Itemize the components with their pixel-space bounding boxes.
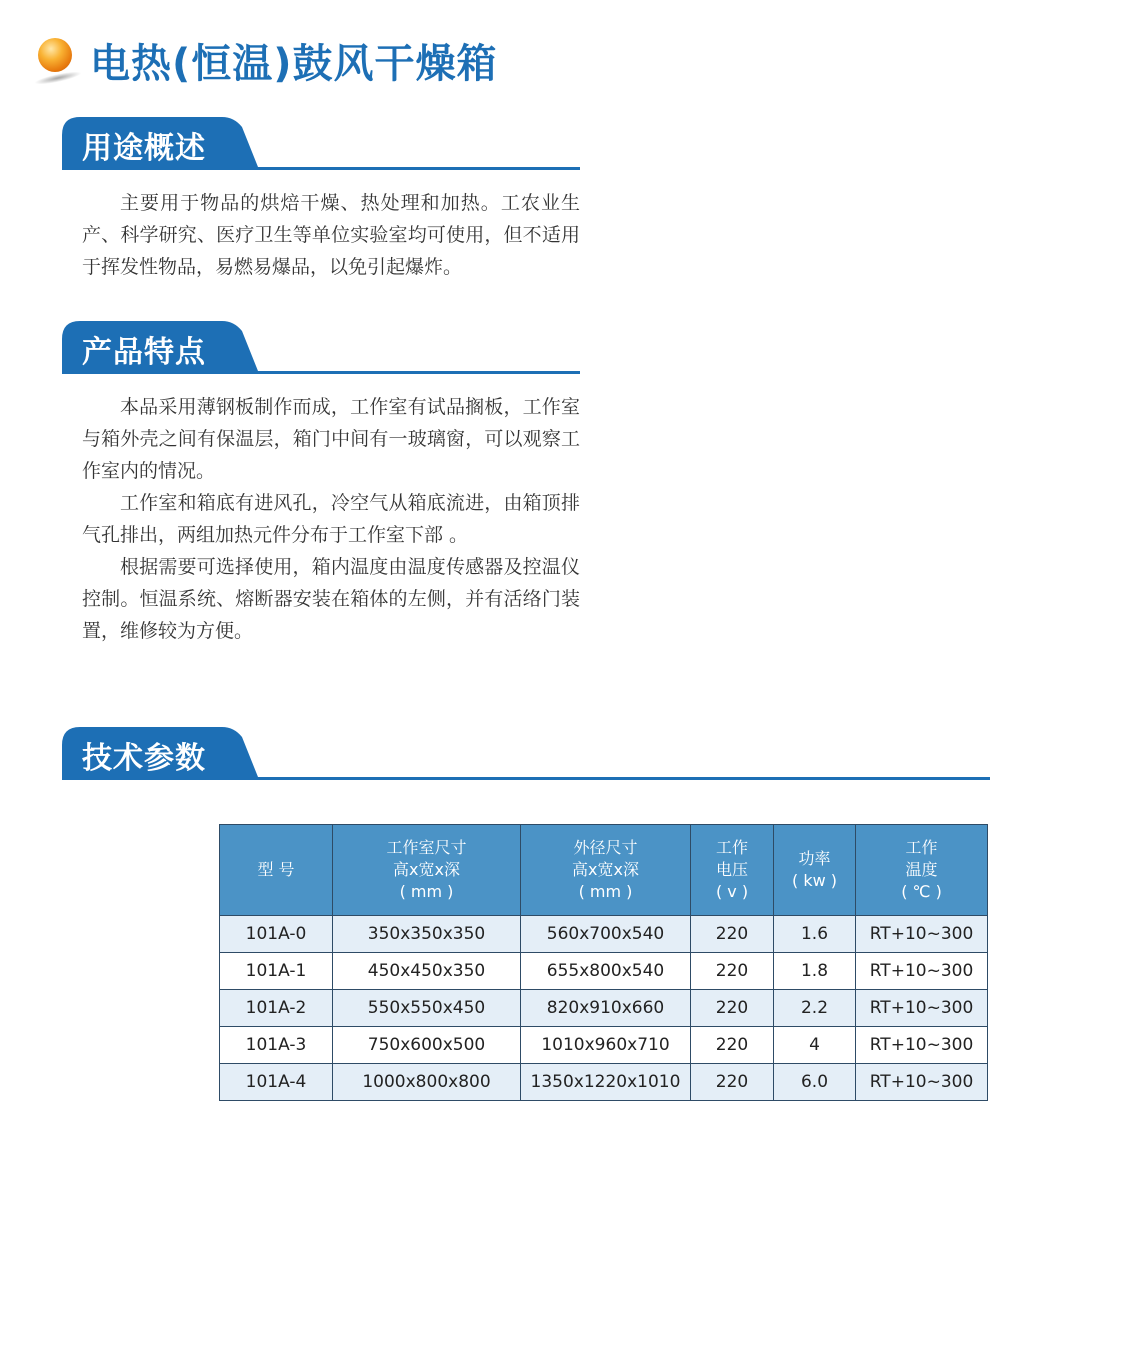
cell-temperature: RT+10~300 (856, 1027, 988, 1064)
cell-chamber-size: 1000x800x800 (333, 1064, 521, 1101)
section-header-specs (62, 727, 992, 783)
cell-voltage: 220 (691, 1064, 774, 1101)
header-power: 功率 ( kw ) (774, 825, 856, 916)
header-voltage: 工作 电压 ( v ) (691, 825, 774, 916)
cell-temperature: RT+10~300 (856, 916, 988, 953)
orb-shadow (34, 69, 83, 87)
orange-orb-icon (38, 38, 72, 72)
cell-temperature: RT+10~300 (856, 953, 988, 990)
cell-chamber-size: 550x550x450 (333, 990, 521, 1027)
cell-power: 6.0 (774, 1064, 856, 1101)
usage-text (82, 187, 580, 283)
section-title-specs: 技术参数 (82, 741, 206, 776)
cell-temperature: RT+10~300 (856, 1064, 988, 1101)
page-title: 电热(恒温)鼓风干燥箱 (90, 41, 498, 87)
table-row (220, 953, 988, 990)
spec-table (219, 824, 988, 1101)
cell-model: 101A-0 (220, 916, 333, 953)
features-paragraph-2: 工作室和箱底有进风孔，冷空气从箱底流进，由箱顶排气孔排出，两组加热元件分布于工作室下部 。 (82, 492, 580, 546)
cell-model: 101A-3 (220, 1027, 333, 1064)
cell-power: 1.6 (774, 916, 856, 953)
table-row (220, 1027, 988, 1064)
cell-voltage: 220 (691, 916, 774, 953)
section-title-features: 产品特点 (82, 335, 206, 370)
section-header-usage (62, 117, 580, 173)
features-paragraph-3: 根据需要可选择使用，箱内温度由温度传感器及控温仪控制。恒温系统、熔断器安装在箱体的左侧，并有活络门装置，维修较为方便。 (82, 556, 580, 642)
features-text (82, 391, 580, 647)
cell-chamber-size: 450x450x350 (333, 953, 521, 990)
cell-outer-size: 820x910x660 (521, 990, 691, 1027)
cell-voltage: 220 (691, 953, 774, 990)
cell-outer-size: 655x800x540 (521, 953, 691, 990)
header-outer-size: 外径尺寸 高x宽x深 ( mm ) (521, 825, 691, 916)
header-temperature: 工作 温度 ( ℃ ) (856, 825, 988, 916)
cell-outer-size: 1010x960x710 (521, 1027, 691, 1064)
cell-temperature: RT+10~300 (856, 990, 988, 1027)
cell-power: 4 (774, 1027, 856, 1064)
cell-model: 101A-2 (220, 990, 333, 1027)
cell-model: 101A-4 (220, 1064, 333, 1101)
table-row (220, 916, 988, 953)
header-model: 型 号 (220, 825, 333, 916)
cell-power: 1.8 (774, 953, 856, 990)
table-row (220, 1064, 988, 1101)
usage-paragraph: 主要用于物品的烘焙干燥、热处理和加热。工农业生产、科学研究、医疗卫生等单位实验室均可使用，但不适用于挥发性物品，易燃易爆品，以免引起爆炸。 (82, 192, 580, 278)
cell-power: 2.2 (774, 990, 856, 1027)
section-header-features (62, 321, 580, 377)
cell-voltage: 220 (691, 1027, 774, 1064)
table-header-row (220, 825, 988, 916)
header-chamber-size: 工作室尺寸 高x宽x深 ( mm ) (333, 825, 521, 916)
cell-chamber-size: 350x350x350 (333, 916, 521, 953)
cell-outer-size: 560x700x540 (521, 916, 691, 953)
cell-outer-size: 1350x1220x1010 (521, 1064, 691, 1101)
cell-chamber-size: 750x600x500 (333, 1027, 521, 1064)
table-row (220, 990, 988, 1027)
features-paragraph-1: 本品采用薄钢板制作而成，工作室有试品搁板，工作室与箱外壳之间有保温层，箱门中间有一玻璃窗，可以观察工作室内的情况。 (82, 396, 580, 482)
section-title-usage: 用途概述 (82, 131, 206, 166)
cell-model: 101A-1 (220, 953, 333, 990)
cell-voltage: 220 (691, 990, 774, 1027)
